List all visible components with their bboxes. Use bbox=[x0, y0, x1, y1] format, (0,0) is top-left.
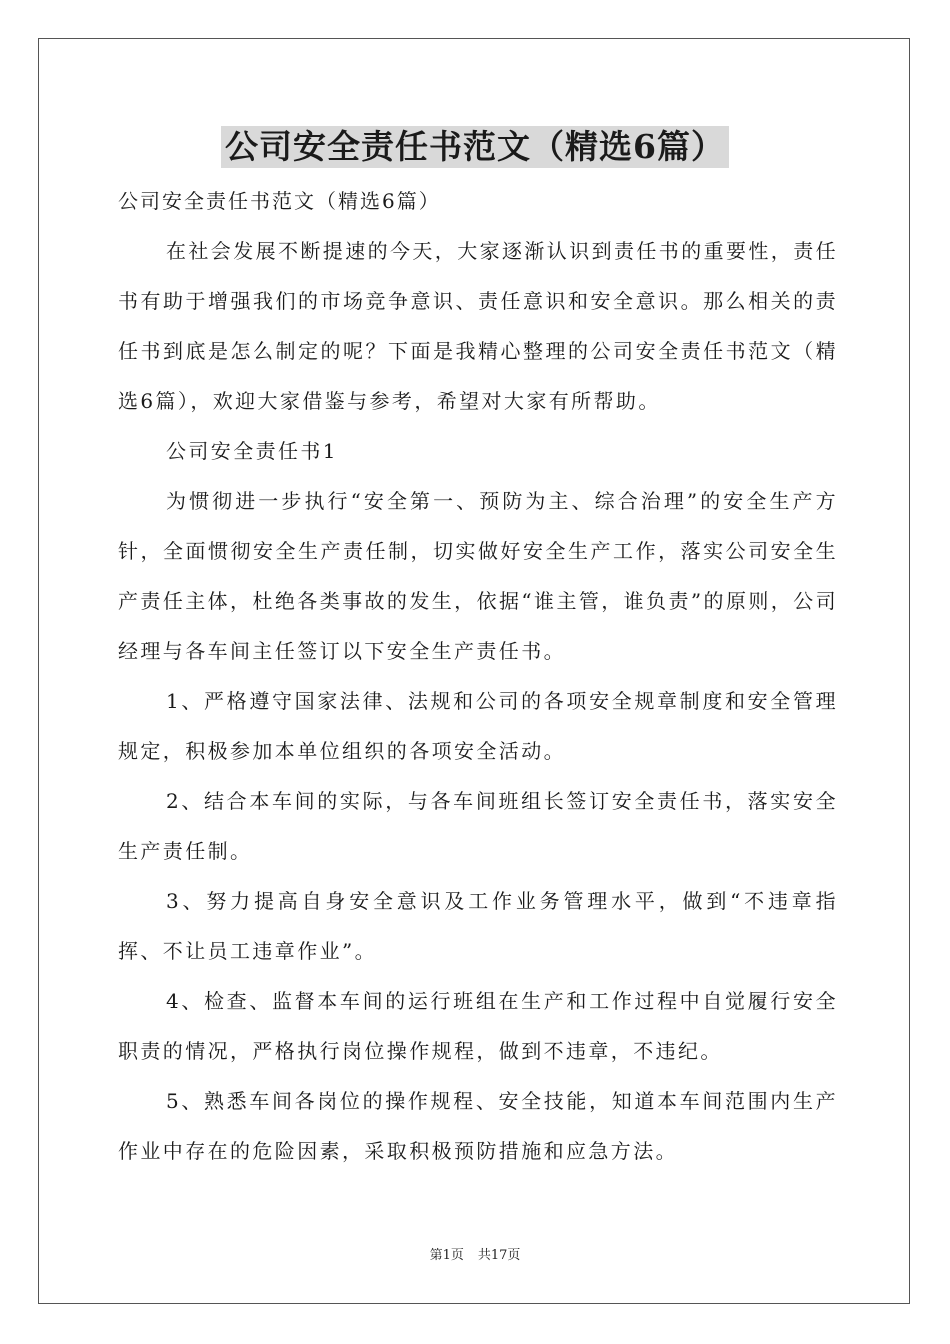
intro-paragraph: 在社会发展不断提速的今天，大家逐渐认识到责任书的重要性，责任书有助于增强我们的市场竞争意识、责任意识和安全意识。那么相关的责任书到底是怎么制定的呢？下面是我精心整理的公司安全责任书范文（精选6篇），欢迎大家借鉴与参考，希望对大家有所帮助。 bbox=[118, 239, 838, 413]
document-body bbox=[118, 176, 838, 1176]
title-container bbox=[0, 126, 950, 168]
clause-4: 4、检查、监督本车间的运行班组在生产和工作过程中自觉履行安全职责的情况，严格执行岗位操作规程，做到不违章，不违纪。 bbox=[118, 989, 838, 1063]
clause-5: 5、熟悉车间各岗位的操作规程、安全技能，知道本车间范围内生产作业中存在的危险因素，采取积极预防措施和应急方法。 bbox=[118, 1089, 838, 1163]
page-footer bbox=[0, 1247, 950, 1265]
document-title: 公司安全责任书范文（精选6篇） bbox=[221, 126, 729, 168]
section-heading: 公司安全责任书1 bbox=[166, 439, 338, 463]
page-number: 第1页 bbox=[429, 1248, 464, 1263]
page-total: 共17页 bbox=[477, 1248, 521, 1263]
clause-1: 1、严格遵守国家法律、法规和公司的各项安全规章制度和安全管理规定，积极参加本单位组织的各项安全活动。 bbox=[118, 689, 838, 763]
preamble-paragraph: 为惯彻进一步执行“安全第一、预防为主、综合治理”的安全生产方针，全面惯彻安全生产责任制，切实做好安全生产工作，落实公司安全生产责任主体，杜绝各类事故的发生，依据“谁主管，谁负责”的原则，公司经理与各车间主任签订以下安全生产责任书。 bbox=[118, 489, 838, 663]
document-subtitle: 公司安全责任书范文（精选6篇） bbox=[118, 189, 441, 213]
clause-2: 2、结合本车间的实际，与各车间班组长签订安全责任书，落实安全生产责任制。 bbox=[118, 789, 838, 863]
clause-3: 3、努力提高自身安全意识及工作业务管理水平，做到“不违章指挥、不让员工违章作业”。 bbox=[118, 889, 838, 963]
